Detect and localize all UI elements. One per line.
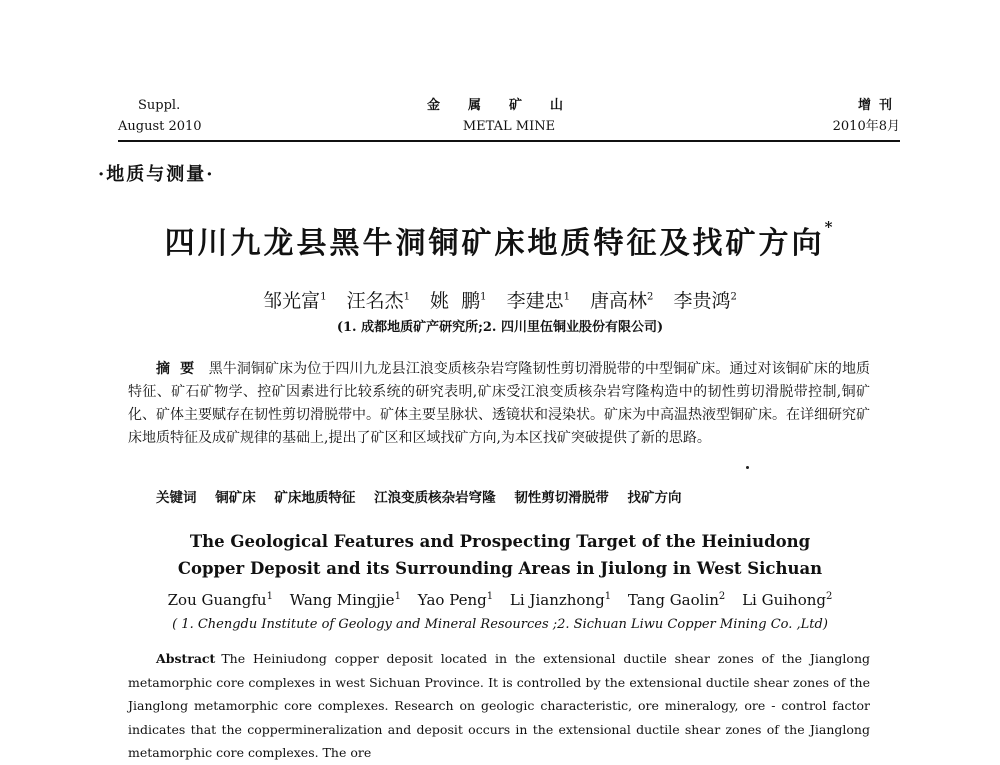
paper-title-cn bbox=[0, 218, 1000, 262]
keywords-cn-label: 关键词 bbox=[156, 490, 197, 506]
author-en bbox=[742, 591, 832, 609]
journal-name-en: METAL MINE bbox=[462, 119, 556, 134]
title-en-line-1: The Geological Features and Prospecting Target of the Heiniudong bbox=[189, 532, 811, 551]
affiliation-mark: 1 bbox=[486, 591, 494, 602]
keyword: 江浪变质核杂岩穹隆 bbox=[374, 490, 496, 506]
keyword: 铜矿床 bbox=[215, 490, 256, 506]
affiliation-mark: 2 bbox=[730, 291, 737, 303]
author-cn bbox=[590, 290, 653, 312]
author-name: Li Jianzhong bbox=[509, 591, 605, 609]
header-divider bbox=[118, 140, 900, 142]
author-name: 李贵鸿 bbox=[673, 290, 731, 312]
author-en bbox=[168, 591, 273, 609]
supplement-label-cn: 增刊 bbox=[857, 98, 900, 113]
affiliation-cn: (1. 成都地质矿产研究所;2. 四川里伍铜业股份有限公司) bbox=[336, 320, 664, 335]
author-list-en bbox=[0, 591, 1000, 609]
header-center bbox=[118, 95, 900, 137]
abstract-en-text: The Heiniudong copper deposit located in the extensional ductile shear zones of the Jianglong metamorphic core complexes in west Sichuan Province. It is controlled by the extensional ductile shear zones of the Jianglong metamorphic core complexes. Research on geologic characteristic, ore mineralogy, ore - control factor indicates that the coppermineralization and deposit occurs in the extensional ductile shear zones of the Jianglong metamorphic core complexes. The ore bbox=[128, 651, 870, 760]
affiliation-mark: 1 bbox=[604, 591, 612, 602]
keyword: 矿床地质特征 bbox=[274, 490, 356, 506]
title-cn-text: 四川九龙县黑牛洞铜矿床地质特征及找矿方向 bbox=[164, 226, 825, 261]
author-name: 汪名杰 bbox=[346, 290, 404, 312]
affiliation-mark: 1 bbox=[563, 291, 570, 303]
author-list-cn bbox=[0, 286, 1000, 313]
issue-date-cn: 2010年8月 bbox=[832, 119, 900, 134]
abstract-cn-label: 摘要 bbox=[156, 361, 205, 377]
keyword: 找矿方向 bbox=[627, 490, 682, 506]
author-name: 姚 鹏 bbox=[430, 290, 481, 312]
author-name: Zou Guangfu bbox=[167, 591, 267, 609]
affiliation-mark: 1 bbox=[403, 291, 410, 303]
abstract-cn bbox=[128, 358, 870, 450]
author-name: 李建忠 bbox=[506, 290, 564, 312]
issue-date-en: August 2010 bbox=[118, 119, 202, 134]
author-cn bbox=[263, 290, 326, 312]
affiliation-mark: 1 bbox=[320, 291, 327, 303]
section-label: ·地质与测量· bbox=[98, 164, 215, 185]
supplement-label: Suppl. bbox=[138, 98, 181, 113]
author-en bbox=[290, 591, 401, 609]
author-name: Tang Gaolin bbox=[627, 591, 719, 609]
affiliation-mark: 1 bbox=[394, 591, 401, 602]
paper-title-en bbox=[0, 528, 1000, 582]
author-cn bbox=[347, 290, 410, 312]
abstract-en bbox=[128, 647, 870, 765]
abstract-cn-text: 黑牛洞铜矿床为位于四川九龙县江浪变质核杂岩穹隆韧性剪切滑脱带的中型铜矿床。通过对该铜矿床的地质特征、矿石矿物学、控矿因素进行比较系统的研究表明,矿床受江浪变质核杂岩穹隆构造中的韧性剪切滑脱带控制,铜矿化、矿体主要赋存在韧性剪切滑脱带中。矿体主要呈脉状、透镜状和浸染状。矿床为中高温热液型铜矿床。在详细研究矿床地质特征及成矿规律的基础上,提出了矿区和区域找矿方向,为本区找矿突破提供了新的思路。 bbox=[128, 361, 871, 446]
author-en bbox=[510, 591, 611, 609]
keywords-cn bbox=[156, 486, 876, 506]
author-cn bbox=[430, 290, 486, 312]
title-footnote-mark: * bbox=[824, 218, 836, 236]
journal-name-cn: 金属矿山 bbox=[426, 98, 591, 113]
author-en bbox=[418, 591, 493, 609]
affiliation-mark: 1 bbox=[480, 291, 487, 303]
abstract-en-label: Abstract bbox=[156, 651, 216, 666]
author-name: 唐高林 bbox=[590, 290, 648, 312]
header-right bbox=[833, 95, 900, 137]
author-name: Yao Peng bbox=[417, 591, 487, 609]
author-name: Wang Mingjie bbox=[289, 591, 395, 609]
author-cn bbox=[673, 290, 736, 312]
affiliation-mark: 2 bbox=[826, 591, 833, 602]
keyword: 韧性剪切滑脱带 bbox=[514, 490, 609, 506]
author-en bbox=[628, 591, 725, 609]
affiliation-mark: 1 bbox=[266, 591, 273, 602]
journal-header bbox=[118, 95, 900, 141]
affiliation-mark: 2 bbox=[647, 291, 654, 303]
title-en-line-2: Copper Deposit and its Surrounding Areas in Jiulong in West Sichuan bbox=[177, 559, 823, 578]
affiliation-en: ( 1. Chengdu Institute of Geology and Mineral Resources ;2. Sichuan Liwu Copper Mining Co. ,Ltd) bbox=[172, 617, 828, 632]
author-name: Li Guihong bbox=[742, 591, 826, 609]
affiliation-mark: 2 bbox=[718, 591, 726, 602]
author-cn bbox=[507, 290, 570, 312]
stray-dot bbox=[746, 466, 749, 469]
author-name: 邹光富 bbox=[263, 290, 321, 312]
